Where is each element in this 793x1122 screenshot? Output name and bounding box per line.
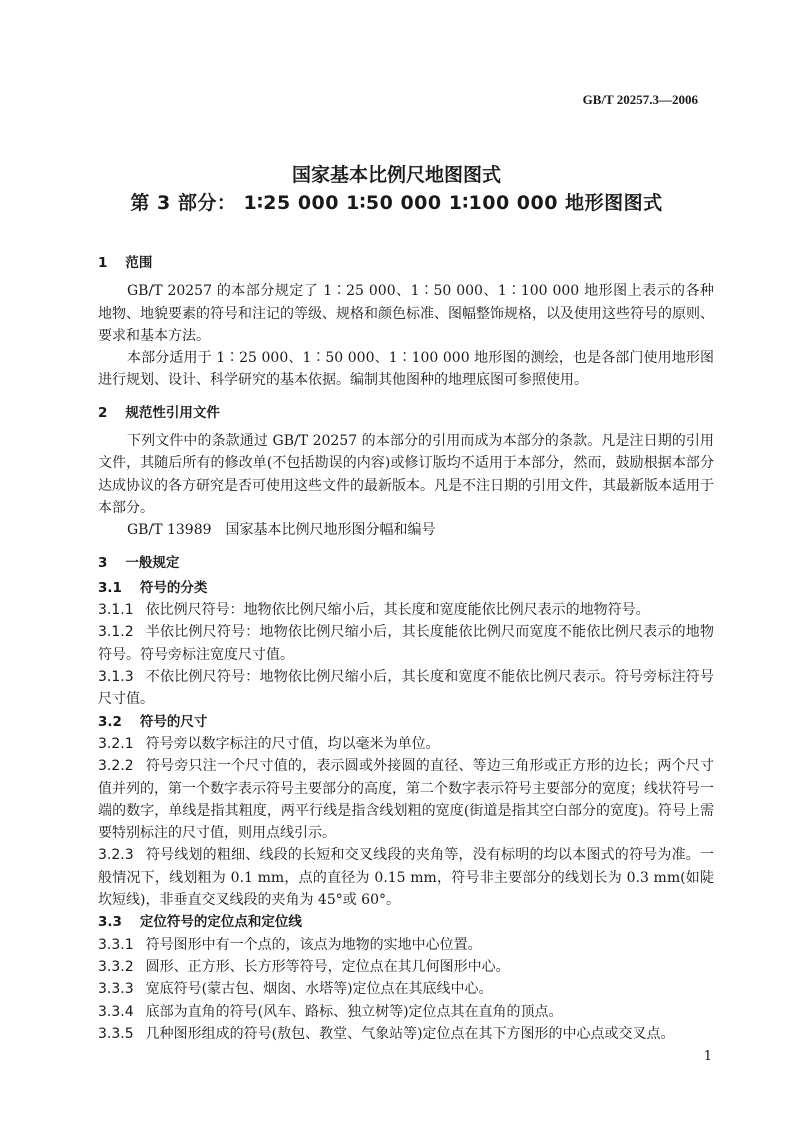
- section-3-1-heading: [98, 577, 714, 599]
- paragraph: GB/T 20257 的本部分规定了 1∶25 000、1∶50 000、1∶100 000 地形图上表示的各种地物、地貌要素的符号和注记的等级、规格和颜色标准、图幅整饰规格，以及使用这些符号的原则、要求和基本方法。: [98, 283, 714, 344]
- page-number: 1: [703, 1049, 712, 1065]
- clause-number: 3.3.3: [98, 981, 134, 998]
- paragraph: 下列文件中的条款通过 GB/T 20257 的本部分的引用而成为本部分的条款。凡是注日期的引用文件，其随后所有的修改单(不包括勘误的内容)或修订版均不适用于本部分，然而，鼓励根据本部分达成协议的各方研究是否可使用这些文件的最新版本。凡是不注日期的引用文件，其最新版本适用于本部分。: [98, 433, 714, 516]
- clause-3-3-5: [98, 1023, 714, 1045]
- clause-text: 圆形、正方形、长方形等符号，定位点在其几何图形中心。: [145, 958, 510, 975]
- clause-3-2-3: [98, 844, 714, 911]
- section-2-heading: [98, 402, 714, 424]
- clause-text: 半依比例尺符号：地物依比例尺缩小后，其长度能依比例尺而宽度不能依比例尺表示的地物符号。符号旁标注宽度尺寸值。: [98, 624, 714, 663]
- section-number: 2: [98, 404, 108, 421]
- clause-number: 3.2.2: [98, 758, 134, 775]
- normative-reference: GB/T 13989 国家基本比例尺地形图分幅和编号: [127, 522, 436, 539]
- clause-number: 3.3.5: [98, 1025, 134, 1042]
- clause-3-1-3: [98, 666, 714, 711]
- clause-3-1-1: [98, 599, 714, 621]
- clause-number: 3.1.3: [98, 669, 134, 686]
- clause-3-3-4: [98, 1001, 714, 1023]
- document-subtitle: 第 3 部分： 1∶25 000 1∶50 000 1∶100 000 地形图图式: [130, 192, 663, 214]
- clause-number: 3.1.2: [98, 624, 134, 641]
- clause-3-2-2: [98, 755, 714, 844]
- clause-text: 符号旁以数字标注的尺寸值，均以毫米为单位。: [145, 735, 440, 752]
- clause-number: 3.3.2: [98, 958, 134, 975]
- clause-3-1-2: [98, 621, 714, 666]
- section-number: 3.1: [98, 579, 122, 596]
- heading-text: 定位符号的定位点和定位线: [139, 914, 302, 931]
- clause-number: 3.1.1: [98, 602, 134, 619]
- heading-text: 范围: [125, 255, 153, 271]
- clause-number: 3.3.1: [98, 936, 134, 953]
- clause-3-3-3: [98, 978, 714, 1000]
- section-number: 1: [98, 255, 108, 271]
- section-3-2-heading: [98, 711, 714, 733]
- clause-text: 符号线划的粗细、线段的长短和交叉线段的夹角等，没有标明的均以本图式的符号为准。一般情况下，线划粗为 0.1 mm，点的直径为 0.15 mm，符号非主要部分的线划长为 0.3 mm(如陡坎短线)，非垂直交叉线段的夹角为 45°或 60°。: [98, 847, 714, 909]
- clause-text: 符号图形中有一个点的，该点为地物的实地中心位置。: [145, 936, 482, 953]
- heading-text: 一般规定: [125, 554, 180, 571]
- section-number: 3: [98, 554, 108, 571]
- section-3-heading: [98, 552, 714, 574]
- standard-number: GB/T 20257.3—2006: [582, 92, 698, 107]
- clause-number: 3.2.1: [98, 735, 134, 752]
- clause-text: 底部为直角的符号(风车、路标、独立树等)定位点其在直角的顶点。: [145, 1003, 563, 1020]
- clause-3-2-1: [98, 733, 714, 755]
- clause-number: 3.3.4: [98, 1003, 134, 1020]
- section-number: 3.3: [98, 914, 122, 931]
- document-title: 国家基本比例尺地图图式: [291, 164, 501, 186]
- paragraph: 本部分适用于 1∶25 000、1∶50 000、1∶100 000 地形图的测绘，也是各部门使用地形图进行规划、设计、科学研究的基本依据。编制其他图种的地理底图可参照使用。: [98, 350, 714, 389]
- section-3-3-heading: [98, 911, 714, 933]
- clause-number: 3.2.3: [98, 847, 134, 864]
- clause-text: 宽底符号(蒙古包、烟囱、水塔等)定位点在其底线中心。: [145, 981, 493, 998]
- heading-text: 符号的分类: [139, 579, 208, 596]
- clause-text: 依比例尺符号：地物依比例尺缩小后，其长度和宽度能依比例尺表示的地物符号。: [145, 602, 650, 619]
- section-number: 3.2: [98, 713, 122, 730]
- heading-text: 规范性引用文件: [125, 404, 220, 421]
- heading-text: 符号的尺寸: [139, 713, 208, 730]
- clause-text: 不依比例尺符号：地物依比例尺缩小后，其长度和宽度不能依比例尺表示。符号旁标注符号尺寸值。: [98, 669, 714, 708]
- clause-text: 符号旁只注一个尺寸值的，表示圆或外接圆的直径、等边三角形或正方形的边长；两个尺寸值并列的，第一个数字表示符号主要部分的高度，第二个数字表示符号主要部分的宽度；线状符号一端的数字，单线是指其粗度，两平行线是指含线划粗的宽度(街道是指其空白部分的宽度)。符号上需要特别标注的尺寸值，则用点线引示。: [98, 758, 714, 842]
- section-1-heading: [98, 252, 714, 274]
- clause-3-3-2: [98, 956, 714, 978]
- clause-3-3-1: [98, 934, 714, 956]
- document-body: [98, 252, 714, 1064]
- clause-text: 几种图形组成的符号(敖包、教堂、气象站等)定位点在其下方图形的中心点或交叉点。: [145, 1025, 675, 1042]
